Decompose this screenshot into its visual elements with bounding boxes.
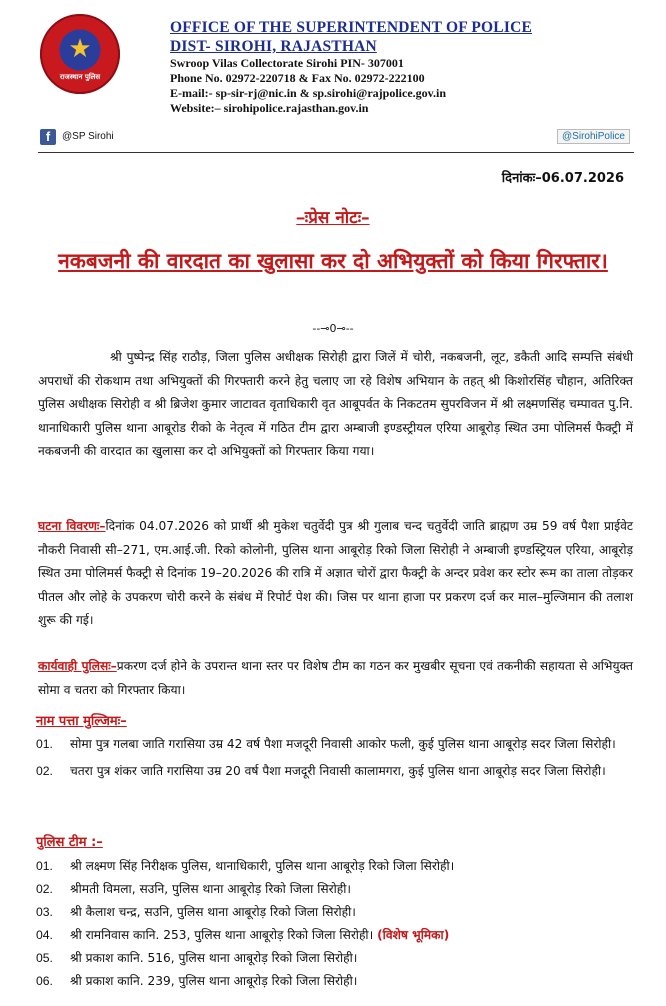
office-district: DIST- SIROHI, RAJASTHAN [170, 38, 377, 55]
item-number: 02. [36, 882, 53, 896]
action-text: प्रकरण दर्ज होने के उपरान्त थाना स्तर पर विशेष टीम का गठन कर मुखबीर सूचना एवं तकनीकी सहायता से अभियुक्त सोमा व चतरा को गिरफ्तार किया। [38, 659, 634, 697]
item-text: श्री कैलाश चन्द्र, सउनि, पुलिस थाना आबूरोड़ रिको जिला सिरोही। [70, 905, 356, 919]
incident-text: दिनांक 04.07.2026 को प्रार्थी श्री मुकेश चतुर्वेदी पुत्र श्री गुलाब चन्द चतुर्वेदी जाति ब्राह्मण उम्र 59 वर्ष पैशा प्राईवेट नौकरी निवासी सी–271, एम.आई.जी. रिको कोलोनी, पुलिस थाना आबूरोड़ रिको जिला सिरोही ने अम्बाजी इण्डस्ट्रियल एरिया, आबूरोड़ स्थित उमा पोलिमर्स फैक्ट्री से दिनांक 19–20.2026 की रात्रि में अज्ञात चोरों द्वारा फैक्ट्री के अन्दर प्रवेश कर स्टोर रूम का ताला तोड़कर पीतल और लोहे के उपकरण चोरी करने के संबंध में रिपोर्ट पेश की। जिस पर थाना हाजा पर प्रकरण दर्ज कर माल–मुल्जिमान की तलाश शुरू की गई। [38, 519, 634, 627]
item-number: 03. [36, 905, 53, 919]
team-heading: पुलिस टीम :– [36, 835, 103, 850]
incident-paragraph [38, 515, 633, 633]
item-text: चतरा पुत्र शंकर जाति गरासिया उम्र 20 वर्ष पैशा मजदूरी निवासी कालामगरा, कुई पुलिस थाना आबूरोड़ सदर जिला सिरोही। [70, 764, 606, 778]
list-item [36, 924, 636, 947]
emblem-label: राजस्थान पुलिस [59, 73, 101, 81]
incident-label: घटना विवरणः– [38, 519, 106, 533]
item-text: श्री प्रकाश कानि. 516, पुलिस थाना आबूरोड़ रिको जिला सिरोही। [70, 951, 358, 965]
list-item [36, 855, 636, 878]
accused-heading: नाम पत्ता मुल्जिमः– [36, 714, 127, 729]
press-note-title: –ःप्रेस नोटः– [296, 208, 370, 228]
item-number: 02. [36, 764, 53, 778]
intro-paragraph: श्री पुष्पेन्द्र सिंह राठौड़, जिला पुलिस अधीक्षक सिरोही द्वारा जिलें में चोरी, नकबजनी, लूट, डकैती आदि सम्पत्ति संबंधी अपराधों की रोकथाम तथा अभियुक्तों की गिरफ्तारी करने हेतु चलाए जा रहे विशेष अभियान के तहत् श्री किशोरसिंह चौहान, अतिरिक्त पुलिस अधीक्षक सिरोही व श्री ब्रिजेश कुमार जाटावत वृताधिकारी वृत आबूपर्वत के निकटतम सुपरविजन में श्री लक्ष्मणसिंह चम्पावत पु.नि. थानाधिकारी पुलिस थाना आबूरोड रीको के नेतृत्व में गठित टीम द्वारा अम्बाजी इण्डस्ट्रीयल एरिया आबूरोड़ स्थित उमा पोलिमर्स फैक्ट्री में नकबजनी की वारदात का खुलासा कर दो अभियुक्तों को गिरफ्तार किया गया। [38, 350, 633, 458]
accused-list [36, 733, 636, 783]
item-text: श्री लक्ष्मण सिंह निरीक्षक पुलिस, थानाधिकारी, पुलिस थाना आबूरोड़ रिको जिला सिरोही। [70, 859, 455, 873]
office-website[interactable]: Website:– sirohipolice.rajasthan.gov.in [170, 101, 369, 115]
social-bar [40, 128, 630, 148]
list-item [36, 947, 636, 970]
facebook-icon[interactable]: f [40, 129, 56, 145]
headline: नकबजनी की वारदात का खुलासा कर दो अभियुक्तों को किया गिरफ्तार। [58, 249, 608, 273]
list-item [36, 878, 636, 901]
letterhead [170, 18, 640, 116]
team-list [36, 855, 636, 993]
special-role-badge: (विशेष भूमिका) [377, 928, 450, 942]
action-paragraph [38, 655, 633, 702]
office-title: OFFICE OF THE SUPERINTENDENT OF POLICE [170, 19, 533, 36]
separator: --⊸0⊸-- [312, 322, 354, 335]
list-item [36, 970, 636, 993]
action-label: कार्यवाही पुलिसः– [38, 659, 117, 673]
date-line: दिनांकः–06.07.2026 [501, 171, 624, 186]
item-text: श्री रामनिवास कानि. 253, पुलिस थाना आबूरोड़ रिको जिला सिरोही। [70, 928, 374, 942]
item-number: 01. [36, 737, 53, 751]
list-item [36, 901, 636, 924]
item-number: 06. [36, 974, 53, 988]
item-number: 04. [36, 928, 53, 942]
item-text: श्री प्रकाश कानि. 239, पुलिस थाना आबूरोड़ रिको जिला सिरोही। [70, 974, 358, 988]
rajasthan-police-emblem-icon [40, 14, 120, 94]
facebook-handle[interactable]: @SP Sirohi [62, 131, 114, 142]
list-item [36, 760, 636, 783]
twitter-handle[interactable]: @SirohiPolice [557, 129, 630, 144]
item-text: श्रीमती विमला, सउनि, पुलिस थाना आबूरोड़ रिको जिला सिरोही। [70, 882, 351, 896]
list-item [36, 733, 636, 756]
office-phone: Phone No. 02972-220718 & Fax No. 02972-222100 [170, 71, 425, 85]
item-number: 01. [36, 859, 53, 873]
emblem-star-icon: ★ [68, 34, 92, 65]
item-text: सोमा पुत्र गलबा जाति गरासिया उम्र 42 वर्ष पैशा मजदूरी निवासी आकोर फली, कुई पुलिस थाना आबूरोड़ सदर जिला सिरोही। [70, 737, 616, 751]
office-email[interactable]: E-mail:- sp-sir-rj@nic.in & sp.sirohi@rajpolice.gov.in [170, 86, 446, 100]
header-divider [38, 152, 634, 153]
office-address: Swroop Vilas Collectorate Sirohi PIN- 307001 [170, 56, 404, 70]
item-number: 05. [36, 951, 53, 965]
